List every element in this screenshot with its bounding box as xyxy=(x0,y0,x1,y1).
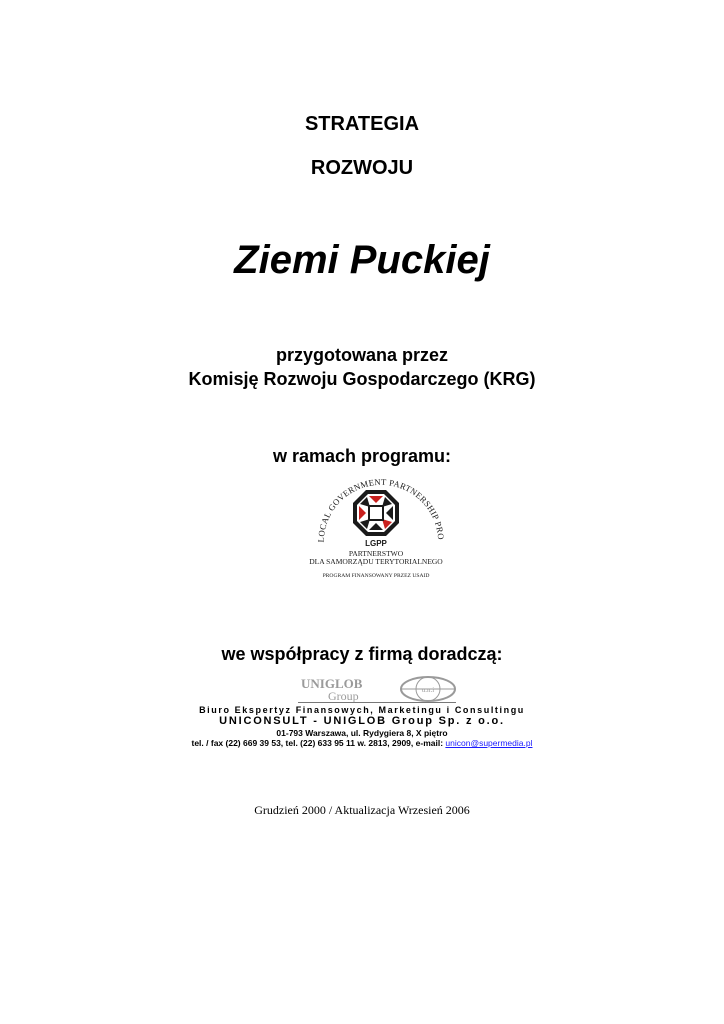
consultant-address: 01-793 Warszawa, ul. Rydygiera 8, X piętro xyxy=(276,728,448,738)
cooperation-label: we współpracy z firmą doradczą: xyxy=(221,644,503,664)
prepared-by-org: Komisję Rozwoju Gospodarczego (KRG) xyxy=(188,369,536,389)
consultant-tagline: Biuro Ekspertyz Finansowych, Marketingu i Consultingu xyxy=(199,705,525,715)
prepared-by-label: przygotowana przez xyxy=(275,345,449,365)
lgpp-funding-note: PROGRAM FINANSOWANY PRZEZ USAID xyxy=(322,573,430,579)
consultant-email-link[interactable]: unicon@supermedia.pl xyxy=(445,738,533,748)
lgpp-logo xyxy=(296,476,456,580)
lgpp-arc-text: LOCAL GOVERNMENT PARTNERSHIP PRO xyxy=(315,476,447,543)
lgpp-line1: PARTNERSTWO xyxy=(348,549,404,558)
uniglob-name: UNIGLOB xyxy=(301,676,363,691)
consultant-contact-text: tel. / fax (22) 669 39 53, tel. (22) 633 95 11 w. 2813, 2909, e-mail: xyxy=(191,738,446,748)
uniglob-logo xyxy=(298,675,456,703)
consultant-company: UNICONSULT - UNIGLOB Group Sp. z o.o. xyxy=(219,715,505,727)
consultant-contact xyxy=(0,738,724,748)
uniglob-globe-text: u.n.i xyxy=(421,686,435,694)
document-date: Grudzień 2000 / Aktualizacja Wrzesień 2006 xyxy=(254,803,470,817)
heading-strategia: STRATEGIA xyxy=(304,113,420,135)
lgpp-line2: DLA SAMORZĄDU TERYTORIALNEGO xyxy=(309,557,443,566)
program-label: w ramach programu: xyxy=(272,446,452,466)
uniglob-group: Group xyxy=(328,689,359,703)
document-title: Ziemi Puckiej xyxy=(234,238,490,282)
uniglob-globe-icon xyxy=(298,675,456,703)
lgpp-emblem-icon xyxy=(296,476,456,580)
lgpp-acronym: LGPP xyxy=(365,539,387,548)
heading-rozwoju: ROZWOJU xyxy=(310,157,414,179)
logo-divider xyxy=(298,702,456,703)
